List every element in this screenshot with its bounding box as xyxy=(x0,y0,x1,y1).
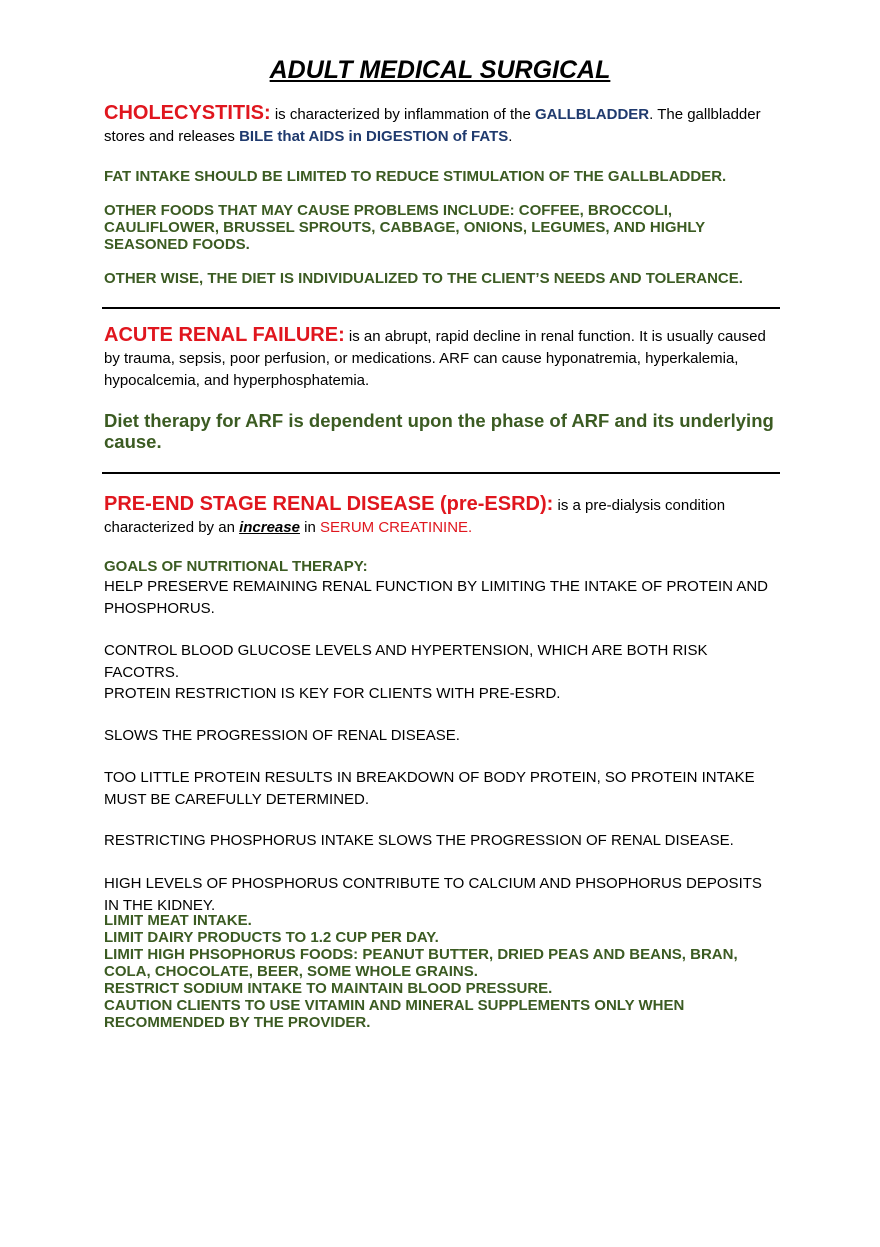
goal-item: HIGH LEVELS OF PHOSPHORUS CONTRIBUTE TO CALCIUM AND PHSOPHORUS DEPOSITS IN THE KIDNEY. xyxy=(104,875,762,914)
goals-heading: GOALS OF NUTRITIONAL THERAPY: xyxy=(104,558,368,575)
intro-text: . The gallbladder stores and releases xyxy=(104,106,761,145)
arf-intro xyxy=(104,324,780,392)
intro-text: . xyxy=(508,128,513,145)
intro-text: is a pre-dialysis condition characterized by an xyxy=(104,497,726,536)
limit-item: CAUTION CLIENTS TO USE VITAMIN AND MINERAL SUPPLEMENTS ONLY WHEN RECOMMENDED BY THE PROVIDER. xyxy=(104,997,685,1031)
goal-item: HELP PRESERVE REMAINING RENAL FUNCTION BY LIMITING THE INTAKE OF PROTEIN AND PHOSPHORUS. xyxy=(104,578,769,617)
bile-term: BILE that AIDS in DIGESTION of FATS xyxy=(239,128,509,145)
cholecystitis-intro xyxy=(104,102,780,148)
increase-emphasis: increase xyxy=(239,519,300,536)
intro-text: in xyxy=(299,519,320,536)
gallbladder-term: GALLBLADDER xyxy=(534,106,650,123)
goal-item: RESTRICTING PHOSPHORUS INTAKE SLOWS THE PROGRESSION OF RENAL DISEASE. xyxy=(104,832,734,849)
intro-text: is an abrupt, rapid decline in renal function. It is usually caused by trauma, sepsis, poor perfusion, or medications. ARF can cause hyponatremia, hyperkalemia, hypocalcemia, and hyperphosphatemia. xyxy=(104,328,766,389)
section-divider xyxy=(102,307,780,309)
limits-list xyxy=(104,912,780,1031)
esrd-intro xyxy=(104,493,780,539)
esrd-section xyxy=(104,493,780,539)
cholecystitis-heading: CHOLECYSTITIS: xyxy=(104,102,271,124)
limit-item: LIMIT DAIRY PRODUCTS TO 1.2 CUP PER DAY. xyxy=(104,929,439,946)
arf-section xyxy=(104,324,780,392)
fat-intake-note: FAT INTAKE SHOULD BE LIMITED TO REDUCE STIMULATION OF THE GALLBLADDER. xyxy=(104,168,727,185)
limit-item: LIMIT HIGH PHSOPHORUS FOODS: PEANUT BUTTER, DRIED PEAS AND BEANS, BRAN, COLA, CHOCOLATE, BEER, SOME WHOLE GRAINS. xyxy=(104,946,738,980)
section-divider xyxy=(102,472,780,474)
goal-item: SLOWS THE PROGRESSION OF RENAL DISEASE. xyxy=(104,727,460,744)
goal-item: CONTROL BLOOD GLUCOSE LEVELS AND HYPERTENSION, WHICH ARE BOTH RISK FACOTRS. xyxy=(104,642,708,681)
cholecystitis-section xyxy=(104,102,780,148)
problem-foods-note: OTHER FOODS THAT MAY CAUSE PROBLEMS INCLUDE: COFFEE, BROCCOLI, CAULIFLOWER, BRUSSEL SPROUTS, CABBAGE, ONIONS, LEGUMES, AND HIGHLY SEASONED FOODS. xyxy=(104,202,705,253)
individualized-diet-note: OTHER WISE, THE DIET IS INDIVIDUALIZED TO THE CLIENT’S NEEDS AND TOLERANCE. xyxy=(104,270,743,287)
limit-item: LIMIT MEAT INTAKE. xyxy=(104,912,252,929)
serum-creatinine-term: SERUM CREATININE. xyxy=(319,519,473,536)
goal-item: PROTEIN RESTRICTION IS KEY FOR CLIENTS WITH PRE-ESRD. xyxy=(104,685,561,702)
arf-diet-note: Diet therapy for ARF is dependent upon the phase of ARF and its underlying cause. xyxy=(104,410,774,452)
limit-item: RESTRICT SODIUM INTAKE TO MAINTAIN BLOOD PRESSURE. xyxy=(104,980,553,997)
esrd-heading: PRE-END STAGE RENAL DISEASE (pre-ESRD): xyxy=(104,493,554,515)
intro-text: is characterized by inflammation of the xyxy=(270,106,535,123)
goal-item: TOO LITTLE PROTEIN RESULTS IN BREAKDOWN OF BODY PROTEIN, SO PROTEIN INTAKE MUST BE CAREFULLY DETERMINED. xyxy=(104,769,755,808)
arf-heading: ACUTE RENAL FAILURE: xyxy=(104,324,345,346)
page-title: ADULT MEDICAL SURGICAL xyxy=(269,56,611,84)
